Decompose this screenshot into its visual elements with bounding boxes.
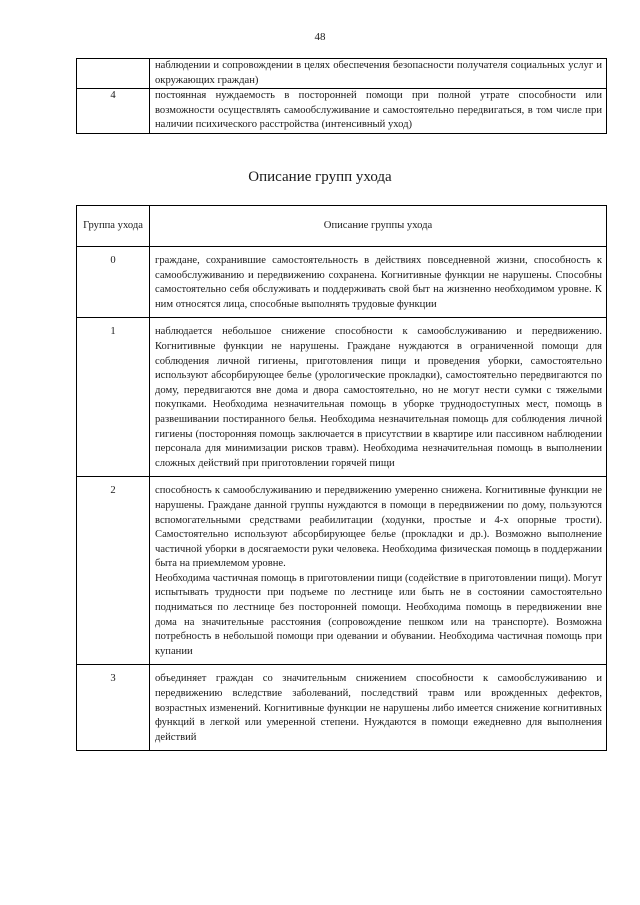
- description-paragraph: способность к самообслуживанию и передвижению умеренно снижена. Когнитивные функции не нарушены. Граждане данной группы нуждаются в помощи в передвижении по дому, пользуются вспомогательными средствами реабилитации (ходунки, простые и 4-х опорные трости). Самостоятельно используют абсорбирующее белье (прокладки и др.). Возможно выполнение частичной уборки в досягаемости руки человека. Необходима физическая помощь в поддержании быта на приемлемом уровне.: [155, 485, 602, 570]
- description-paragraph: граждане, сохранившие самостоятельность в действиях повседневной жизни, способность к самообслуживанию и передвижению сохранена. Когнитивные функции не нарушены. Способны самостоятельно себя обслуживать и поддерживать свой быт на жизненно необходимом уровне. К ним относятся лица, способные выполнять трудовые функции: [155, 255, 602, 310]
- table-row: [77, 318, 607, 477]
- description-paragraph: объединяет граждан со значительным снижением способности к самообслуживанию и передвижению вследствие заболеваний, последствий травм или врожденных дефектов, возрастных изменений. Когнитивные функции не нарушены либо имеется снижение когнитивных функций в легкой или умеренной степени. Нуждаются в помощи ежедневно для выполнения действий: [155, 673, 602, 743]
- group-cell: [77, 59, 150, 89]
- section-title: Описание групп ухода: [248, 169, 392, 185]
- table-header-row: [77, 206, 607, 247]
- table-row: [77, 89, 607, 134]
- care-groups-table: [76, 205, 607, 751]
- table-row: [77, 59, 607, 89]
- page-number: 48: [314, 31, 326, 43]
- description-header: Описание группы ухода: [150, 206, 607, 247]
- group-header: Группа ухода: [77, 206, 150, 247]
- group-cell: 3: [77, 665, 150, 751]
- description-cell: [150, 477, 607, 665]
- description-cell: [150, 247, 607, 318]
- description-cell: постоянная нуждаемость в посторонней помощи при полной утрате способности или возможности осуществлять самообслуживание и самостоятельно передвигаться, в том числе при наличии психического расстройства (интенсивный уход): [150, 89, 607, 134]
- description-cell: [150, 665, 607, 751]
- group-cell: 1: [77, 318, 150, 477]
- group-cell: 4: [77, 89, 150, 134]
- care-levels-table-continued: [76, 58, 607, 134]
- group-cell: 0: [77, 247, 150, 318]
- table-row: [77, 247, 607, 318]
- description-paragraph: Необходима частичная помощь в приготовлении пищи (содействие в приготовлении пищи). Могут испытывать трудности при подъеме по лестнице или быть не в состоянии самостоятельно подниматься по лестнице без посторонней помощи. Необходима помощь в передвижении вне дома на значительные расстояния (сопровождение пешком или на транспорте). Возможна потребность в небольшой помощи при одевании и обувании. Необходима частичная помощь при купании: [155, 572, 602, 657]
- description-cell: наблюдении и сопровождении в целях обеспечения безопасности получателя социальных услуг и окружающих граждан): [150, 59, 607, 89]
- description-paragraph: наблюдается небольшое снижение способности к самообслуживанию и передвижению. Когнитивные функции не нарушены. Граждане нуждаются в ограниченной помощи для соблюдения личной гигиены, приготовления пищи и проведения уборки, самостоятельно используют абсорбирующее белье (урологические прокладки), самостоятельно передвигаются по дому, передвигаются вне дома и двора самостоятельно, но не могут нести сумки с тяжелыми покупками. Необходима незначительная помощь в уборке труднодоступных мест, помощь в развешивании постиранного белья. Необходима незначительная помощь для соблюдения личной гигиены (посторонняя помощь заключается в присутствии в квартире или пассивном наблюдении персонала для минимизации рисков травм). Необходима незначительная помощь в выполнении сложных действий при приготовлении горячей пищи: [155, 326, 602, 469]
- table-row: [77, 665, 607, 751]
- group-cell: 2: [77, 477, 150, 665]
- table-row: [77, 477, 607, 665]
- description-cell: [150, 318, 607, 477]
